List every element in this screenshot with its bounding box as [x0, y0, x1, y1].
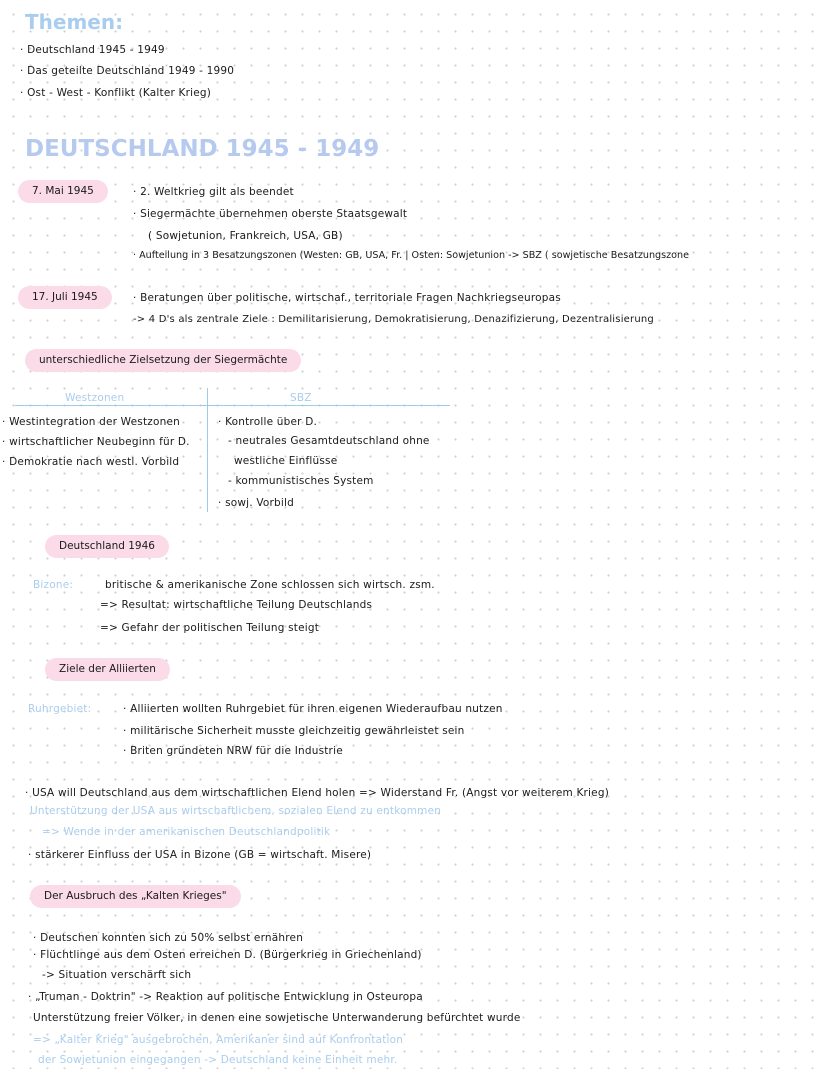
note-line: · Flüchtlinge aus dem Osten erreichen D. (Bürgerkrieg in Griechenland): [33, 949, 422, 961]
note-line: · stärkerer Einfluss der USA in Bizone (GB = wirtschaft. Misere): [28, 849, 372, 861]
date-pill-juli: 17. Juli 1945: [18, 286, 112, 309]
note-line: britische & amerikanische Zone schlossen sich wirtsch. zsm.: [105, 579, 435, 591]
side-label-bizone: Bizone:: [33, 579, 74, 591]
themen-title: Themen:: [25, 10, 124, 34]
section-pill-kalter-krieg: Der Ausbruch des „Kalten Krieges": [30, 885, 241, 908]
table-cell-left: · Westintegration der Westzonen: [2, 416, 181, 428]
section-pill-zielsetzung: unterschiedliche Zielsetzung der Siegermächte: [25, 349, 301, 372]
note-line: => Resultat: wirtschaftliche Teilung Deutschlands: [100, 599, 373, 611]
date-pill-mai: 7. Mai 1945: [18, 180, 108, 203]
note-line: -> Situation verschärft sich: [42, 969, 192, 981]
table-divider-horizontal: [15, 405, 450, 406]
note-line: · Deutschen konnten sich zu 50% selbst ernähren: [33, 932, 304, 944]
column-header-westzonen: Westzonen: [65, 392, 125, 404]
note-line: · „Truman - Doktrin" -> Reaktion auf politische Entwicklung in Osteuropa: [28, 991, 423, 1003]
note-line: Unterstützung freier Völker, in denen eine sowjetische Unterwanderung befürchtet wurde: [33, 1012, 521, 1024]
note-line-highlight: => Wende in der amerikanischen Deutschlandpolitik: [42, 826, 331, 838]
table-cell-right: - kommunistisches System: [228, 475, 374, 487]
table-cell-right: · sowj. Vorbild: [218, 497, 295, 509]
note-line: · Alliierten wollten Ruhrgebiet für ihren eigenen Wiederaufbau nutzen: [123, 703, 503, 715]
note-line-highlight: der Sowjetunion eingegangen -> Deutschland keine Einheit mehr.: [38, 1054, 398, 1066]
note-line: · Siegermächte übernehmen oberste Staatsgewalt: [133, 208, 408, 220]
section-pill-deutschland-1946: Deutschland 1946: [45, 535, 169, 558]
main-heading: DEUTSCHLAND 1945 - 1949: [25, 136, 380, 162]
themen-item: · Das geteilte Deutschland 1949 - 1990: [20, 65, 235, 77]
table-cell-right: - neutrales Gesamtdeutschland ohne: [228, 435, 430, 447]
note-line: · USA will Deutschland aus dem wirtschaftlichen Elend holen => Widerstand Fr. (Angst vor weiterem Krieg): [25, 787, 610, 799]
table-cell-left: · Demokratie nach westl. Vorbild: [2, 456, 180, 468]
themen-item: · Ost - West - Konflikt (Kalter Krieg): [20, 87, 212, 99]
note-line: => Gefahr der politischen Teilung steigt: [100, 622, 320, 634]
note-line: · militärische Sicherheit musste gleichzeitig gewährleistet sein: [123, 725, 465, 737]
table-divider-vertical: [207, 388, 208, 512]
themen-item: · Deutschland 1945 - 1949: [20, 44, 165, 56]
column-header-sbz: SBZ: [290, 392, 312, 404]
note-line-highlight: Unterstützung der USA aus wirtschaftlichem, sozialen Elend zu entkommen: [30, 805, 442, 817]
note-line: · Aufteilung in 3 Besatzungszonen (Westen: GB, USA, Fr. | Osten: Sowjetunion -> SBZ ( sowjetische Besatzungszone: [133, 250, 690, 261]
note-line: ( Sowjetunion, Frankreich, USA, GB): [148, 230, 343, 242]
note-line: -> 4 D's als zentrale Ziele : Demilitarisierung, Demokratisierung, Denazifizierung, Dezentralisierung: [133, 314, 654, 325]
section-pill-ziele-alliierte: Ziele der Alliierten: [45, 658, 170, 681]
table-cell-right: · Kontrolle über D.: [218, 416, 318, 428]
note-line: · 2. Weltkrieg gilt als beendet: [133, 186, 294, 198]
side-label-ruhrgebiet: Ruhrgebiet:: [28, 703, 92, 715]
note-line-highlight: => „Kalter Krieg" ausgebrochen, Amerikaner sind auf Konfrontation: [33, 1034, 404, 1046]
table-cell-left: · wirtschaftlicher Neubeginn für D.: [2, 436, 190, 448]
note-line: · Briten gründeten NRW für die Industrie: [123, 745, 343, 757]
note-line: · Beratungen über politische, wirtschaf., territoriale Fragen Nachkriegseuropas: [133, 292, 561, 304]
table-cell-right: westliche Einflüsse: [234, 455, 338, 467]
